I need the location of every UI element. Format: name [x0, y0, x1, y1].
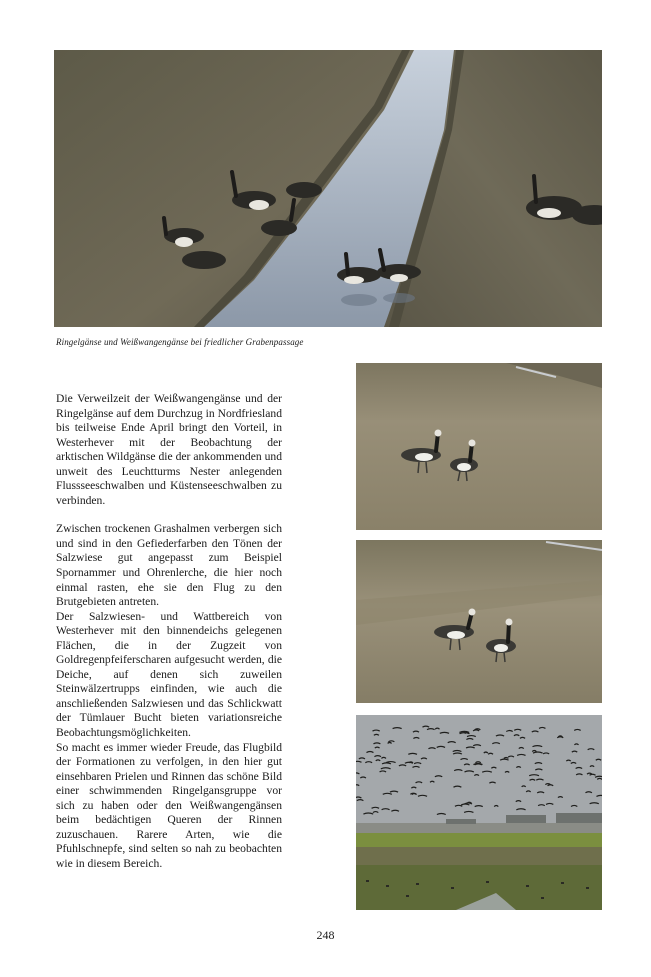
body-text [56, 392, 282, 872]
photo-two-geese-meadow-2 [356, 540, 602, 703]
photo-caption: Ringelgänse und Weißwangengänse bei friedlicher Grabenpassage [56, 337, 304, 347]
photo-two-geese-meadow-1 [356, 363, 602, 530]
photo-geese-ditch [54, 50, 602, 327]
paragraph: Zwischen trockenen Grashalmen verbergen sich und sind in den Gefiederfarben den Tönen der Salzwiese gut angepasst zum Beispiel Spornammer und Ohrenlerche, die hier noch einmal rasten, ehe sie den Flug zu den Brutgebieten antreten. [56, 522, 282, 609]
paragraph: Der Salzwiesen- und Wattbereich von Westerhever mit den binnendeichs gelegenen Flächen, die in der Zugzeit von Goldregenpfeiferscharen aufgesucht werden, die Deiche, auf denen sich zuweilen Steinwälzertrupps einfinden, wie auch die anschließenden Salzwiesen und das Schlickwatt der Tümlauer Bucht bieten variationsreiche Beobachtungsmöglichkeiten. [56, 609, 282, 740]
page-number: 248 [316, 928, 335, 942]
paragraph: Die Verweilzeit der Weißwangengänse und der Ringelgänse auf dem Durchzug in Nordfriesland bis teilweise Ende April bringt den Vorteil, in Westerhever mit der Beobachtung der arktischen Wildgänse die der ankommenden und unweit des Leuchtturms Nester anlegenden Flussseeschwalben und Küstenseeschwalben zu verbinden. [56, 392, 282, 507]
photo-goose-flock-flight [356, 715, 602, 910]
paragraph: So macht es immer wieder Freude, das Flugbild der Formationen zu verfolgen, in den hier gut einsehbaren Prielen und Rinnen das schöne Bild einer schwimmenden Ringelgansgruppe vor sich zu haben oder den Weißwangengänsen beim bedächtigen Queren der Rinnen zuzuschauen. Rarere Arten, wie die Pfuhlschnepfe, sind selten so nah zu beobachten wie in diesem Bereich. [56, 740, 282, 870]
